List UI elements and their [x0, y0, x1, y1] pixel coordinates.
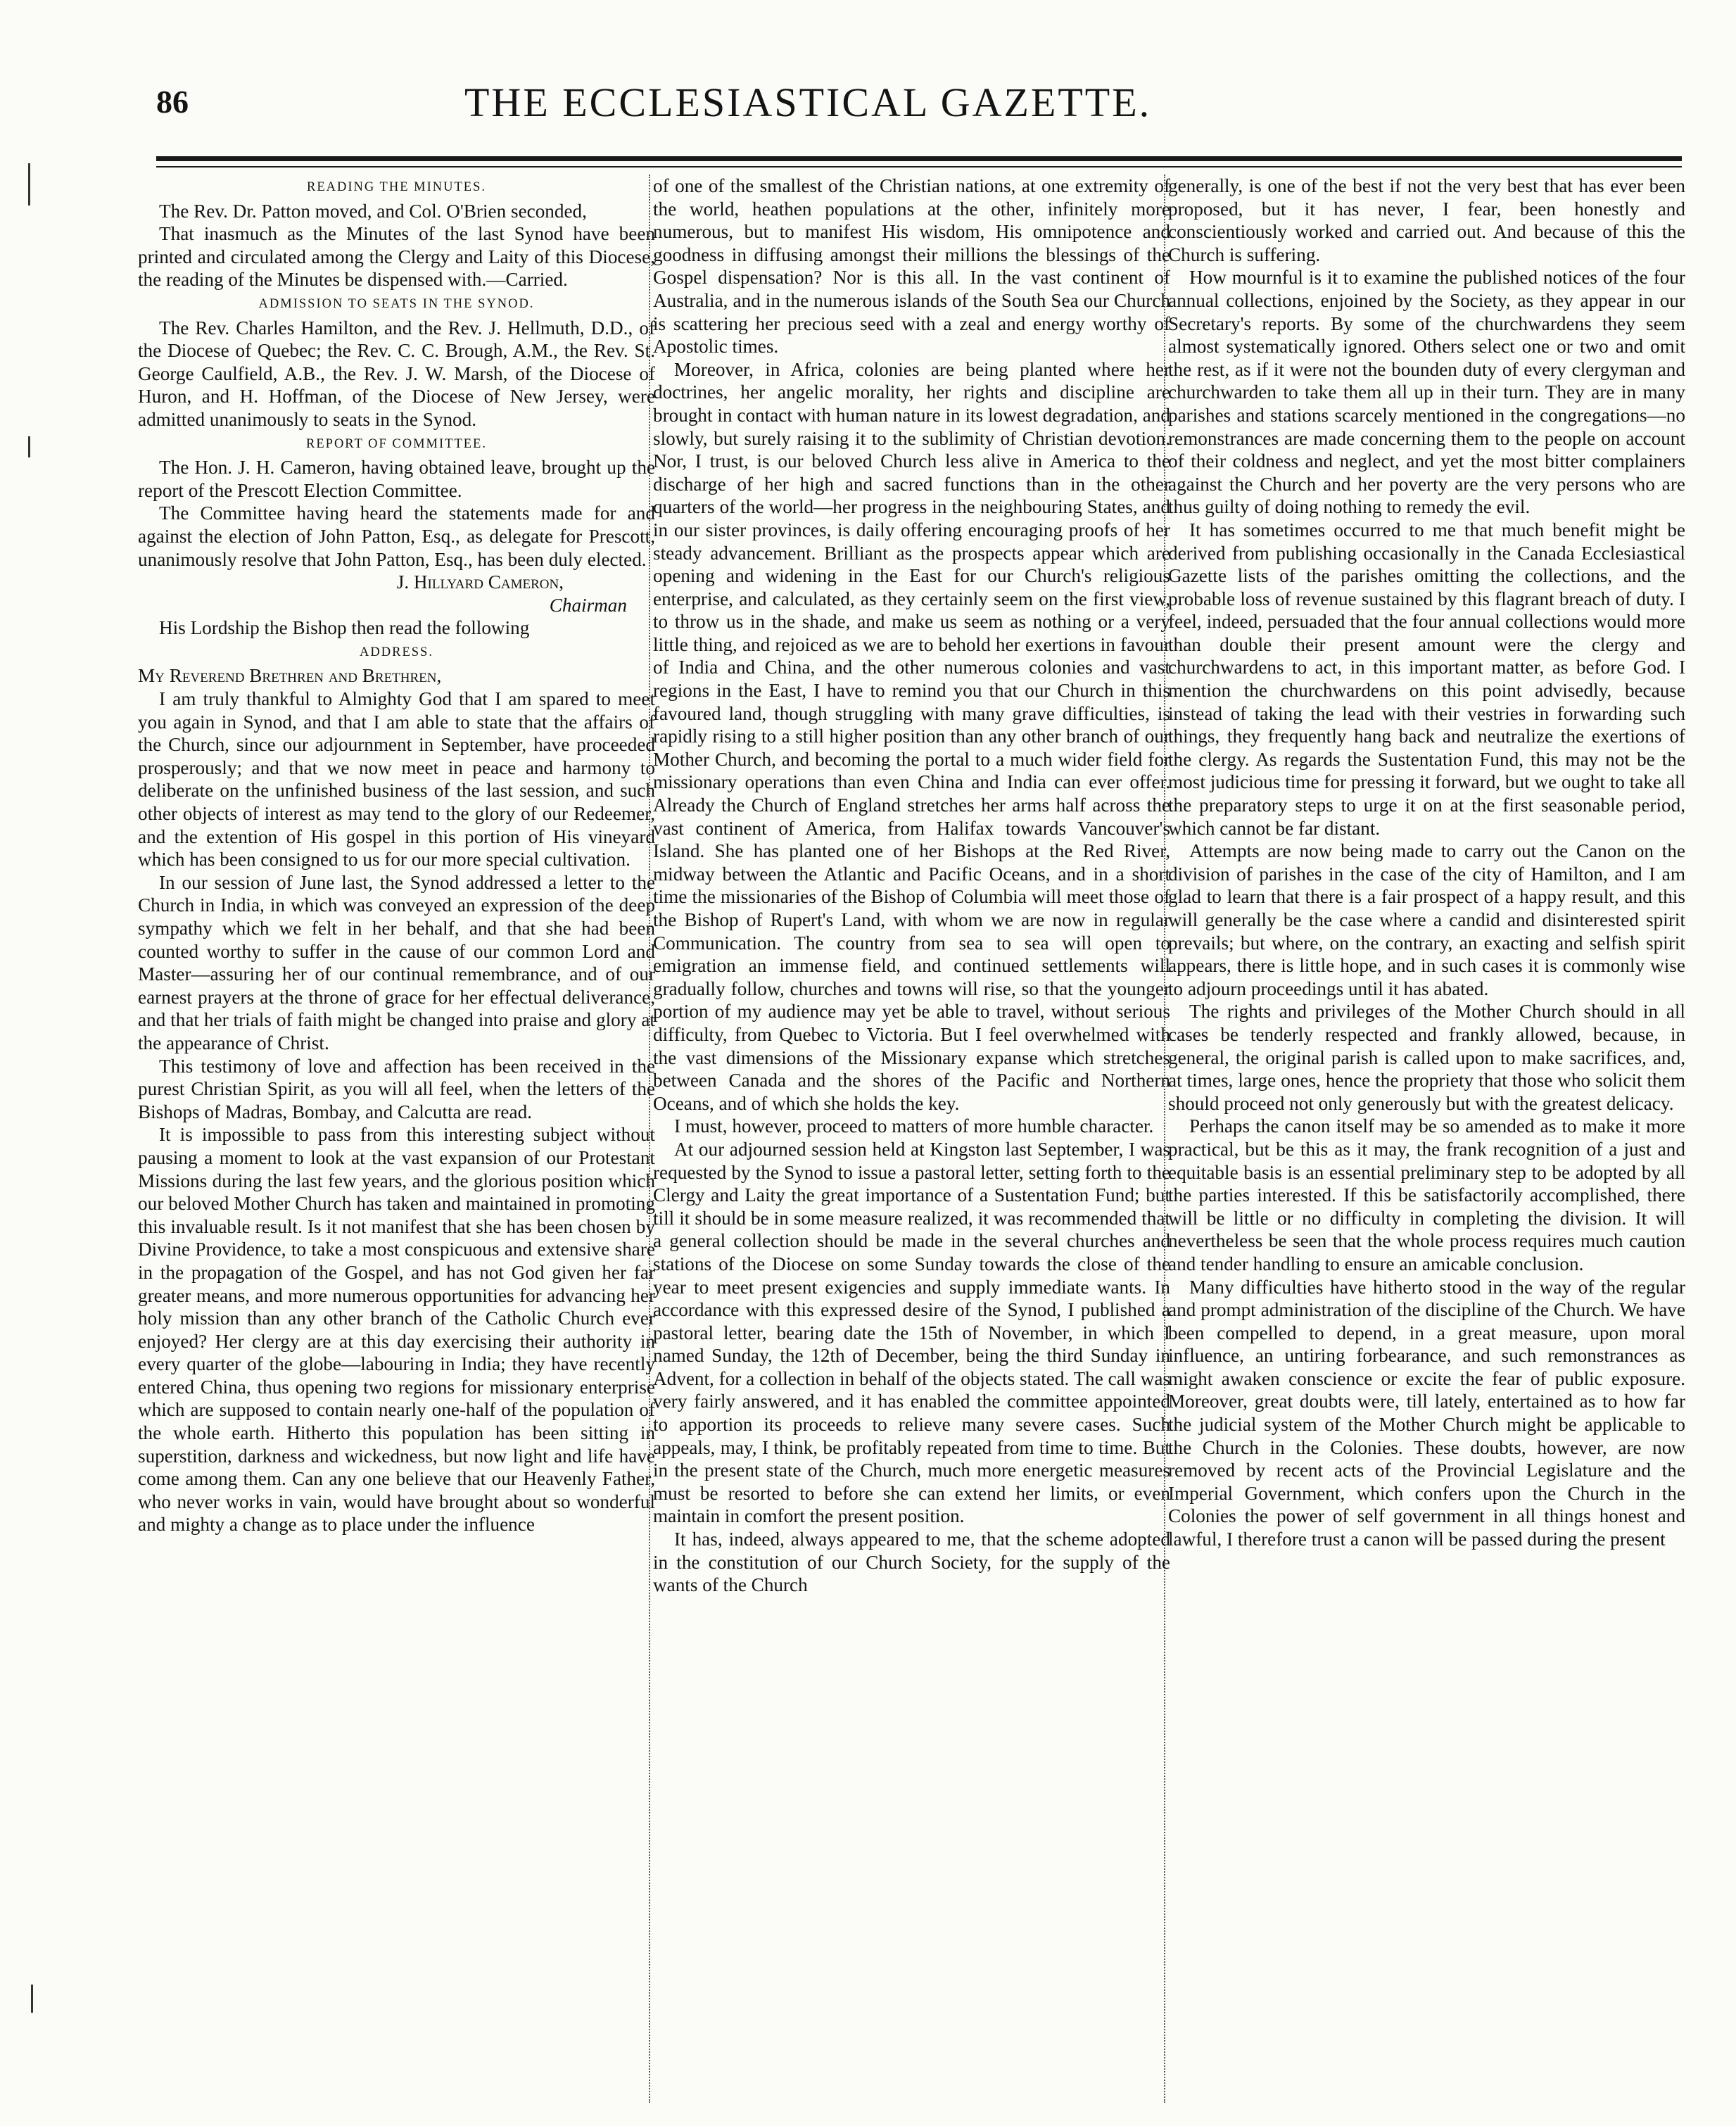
paragraph: Moreover, in Africa, colonies are being planted where her doctrines, her angelic morality, her rights and discipline are brought in contact with human nature in its lowest degradation, and slowly, but surely raising it to the sublimity of Christian devotion. Nor, I trust, is our beloved Church less alive in America to the discharge of her high and sacred functions than in the other quarters of the world—her progress in the neighbouring States, and in our sister provinces, is daily offering encouraging proofs of her steady advancement. Brilliant as the prospects appear which are opening and widening in the East for our Church's religious enterprise, and calculated, as they certainly seem on the first view, to throw us in the shade, and make us seem as nothing or a very little thing, and rejoiced as we are to behold her exertions in favour of India and China, and the other numerous colonies and vast regions in the East, I have to remind you that our Church in this favoured land, though struggling with many grave difficulties, is rapidly rising to a still higher position than any other branch of our Mother Church, and becoming the portal to a much wider field for missionary operations than even China and India can ever offer. Already the Church of England stretches her arms half across the vast continent of America, from Halifax towards Vancouver's Island. She has planted one of her Bishops at the Red River, midway between the Atlantic and Pacific Oceans, and in a short time the missionaries of the Bishop of Columbia will meet those of the Bishop of Rupert's Land, with whom we are now in regular Communication. The country from sea to sea will open to emigration an immense field, and continued settlements will gradually follow, churches and towns will rise, so that the younger portion of my audience may yet be able to travel, without serious difficulty, from Quebec to Victoria. But I feel overwhelmed with the vast dimensions of the Missionary expanse which stretches between Canada and the shores of the Pacific and Northern Oceans, and of which she holds the key. [653, 358, 1170, 1114]
paragraph: How mournful is it to examine the published notices of the four annual collections, enjoined by the Society, as they appear in our Secretary's reports. By some of the churchwardens they seem almost systematically ignored. Others select one or two and omit the rest, as if it were not the bounden duty of every clergyman and churchwarden to take them all up in their turn. They are in many parishes and stations scarcely mentioned in the congregations—no remonstrances are made concerning them to the people on account of their coldness and neglect, and yet the most bitter complainers against the Church and her poverty are the very persons who are thus guilty of doing nothing to remedy the evil. [1168, 267, 1685, 518]
column-2 [653, 175, 1170, 2103]
heading-address: ADDRESS. [360, 645, 433, 659]
paragraph: I am truly thankful to Almighty God that I am spared to meet you again in Synod, and that I am able to state that the affairs of the Church, since our adjournment in September, have proceeded prosperously; and that we now meet in peace and harmony to deliberate on the unfinished business of the last session, and such other objects of interest as may tend to the glory of our Redeemer, and the extention of His gospel in this portion of His vineyard which has been consigned to us for our more special cultivation. [138, 688, 655, 871]
margin-mark-1 [28, 163, 30, 205]
masthead-rule-thin [156, 166, 1682, 167]
paragraph: The Hon. J. H. Cameron, having obtained leave, brought up the report of the Prescott Election Committee. [138, 457, 655, 501]
page-number: 86 [156, 84, 189, 120]
paragraph: generally, is one of the best if not the very best that has ever been proposed, but it has never, I fear, been honestly and conscientiously worked and carried out. And because of this the Church is suffering. [1168, 175, 1685, 265]
paragraph: This testimony of love and affection has been received in the purest Christian Spirit, as you will all feel, when the letters of the Bishops of Madras, Bombay, and Calcutta are read. [138, 1055, 655, 1122]
paragraph: His Lordship the Bishop then read the following [159, 617, 530, 639]
paragraph: of one of the smallest of the Christian nations, at one extremity of the world, heathen populations at the other, infinitely more numerous, but to manifest His wisdom, His omnipotence and goodness in diffusing amongst their millions the blessings of the Gospel dispensation? Nor is this all. In the vast continent of Australia, and in the numerous islands of the South Sea our Church is scattering her precious seed with a zeal and energy worthy of Apostolic times. [653, 175, 1170, 358]
page-title: THE ECCLESIASTICAL GAZETTE. [464, 80, 1152, 125]
salutation: My Reverend Brethren and Brethren, [138, 665, 442, 687]
column-1 [138, 175, 655, 2103]
paragraph: Attempts are now being made to carry out the Canon on the division of parishes in the case of the city of Hamilton, and I am glad to learn that there is a fair prospect of a happy result, and this will generally be the case where a candid and disinterested spirit prevails; but where, on the contrary, an exacting and selfish spirit appears, there is little hope, and in such cases it is commonly wise to adjourn proceedings until it has abated. [1168, 840, 1685, 999]
paragraph: The Rev. Dr. Patton moved, and Col. O'Brien seconded, [159, 200, 587, 222]
paragraph: It is impossible to pass from this interesting subject without pausing a moment to look at the vast expansion of our Protestant Missions during the last few years, and the glorious position which our beloved Mother Church has taken and maintained in promoting this invaluable result. Is it not manifest that she has been chosen by Divine Providence, to take a most conspicuous and extensive share in the propagation of the Gospel, and has not God given her far greater means, and more numerous opportunities for advancing her holy mission than any other branch of the Catholic Church ever enjoyed? Her clergy are at this day exercising their authority in every quarter of the globe—labouring in India; they have recently entered China, thus opening two regions for missionary enterprise which are supposed to contain nearly one-half of the population of the whole earth. Hitherto this population has been sitting in superstition, darkness and wickedness, but now light and life have come among them. Can any one believe that our Heavenly Father, who never works in vain, would have brought about so wonderful and mighty a change as to place under the influence [138, 1124, 655, 1536]
paragraph: The Committee having heard the statements made for and against the election of John Patton, Esq., as delegate for Prescott, unanimously resolve that John Patton, Esq., has been duly elected. [138, 502, 655, 570]
paragraph: I must, however, proceed to matters of more humble character. [674, 1115, 1154, 1137]
paragraph: Perhaps the canon itself may be so amended as to make it more practical, but be this as it may, the frank recognition of a just and equitable basis is an essential preliminary step to be adopted by all the parties interested. If this be satisfactorily accomplished, there will be little or no difficulty in completing the division. It will nevertheless be seen that the whole process requires much caution and tender handling to ensure an amicable conclusion. [1168, 1115, 1685, 1274]
signature-title: Chairman [549, 594, 627, 616]
signature-name: J. Hillyard Cameron, [396, 571, 564, 593]
paragraph: It has sometimes occurred to me that much benefit might be derived from publishing occasionally in the Canada Ecclesiastical Gazette lists of the parishes omitting the collections, and the probable loss of revenue sustained by this flagrant breach of duty. I feel, indeed, persuaded that the four annual collections would more than double their present amount were the clergy and churchwardens to act, in this important matter, as before God. I mention the churchwardens on this point advisedly, because instead of taking the lead with their vestries in forwarding such things, they frequently hang back and neutralize the exertions of the clergy. As regards the Sustentation Fund, this may not be the most judicious time for pressing it forward, but we ought to take all the preparatory steps to urge it on at the first seasonable period, which cannot be far distant. [1168, 519, 1685, 839]
margin-mark-2 [28, 436, 30, 457]
heading-admission: ADMISSION TO SEATS IN THE SYNOD. [258, 296, 535, 311]
heading-reading-minutes: READING THE MINUTES. [307, 180, 486, 194]
heading-report: REPORT OF COMMITTEE. [306, 436, 487, 451]
paragraph: Many difficulties have hitherto stood in the way of the regular and prompt administration of the discipline of the Church. We have been compelled to depend, in a great measure, upon moral influence, an untiring forbearance, and such remonstrances as might awaken conscience or excite the fear of public exposure. Moreover, great doubts were, till lately, entertained as to how far the judicial system of the Mother Church might be applicable to the Church in the Colonies. These doubts, however, are now removed by recent acts of the Provincial Legislature and the Imperial Government, which confers upon the Church in the Colonies the power of self government in all things honest and lawful, I therefore trust a canon will be passed during the present [1168, 1276, 1685, 1550]
paragraph: That inasmuch as the Minutes of the last Synod have been printed and circulated among the Clergy and Laity of this Diocese, the reading of the Minutes be dispensed with.—Carried. [138, 223, 655, 291]
margin-mark-3 [31, 1985, 33, 2013]
paragraph: It has, indeed, always appeared to me, that the scheme adopted in the constitution of our Church Society, for the supply of the wants of the Church [653, 1529, 1170, 1596]
column-3 [1168, 175, 1685, 2103]
paragraph: The Rev. Charles Hamilton, and the Rev. J. Hellmuth, D.D., of the Diocese of Quebec; the Rev. C. C. Brough, A.M., the Rev. St. George Caulfield, A.B., the Rev. J. W. Marsh, of the Diocese of Huron, and H. Hoffman, of the Diocese of New Jersey, were admitted unanimously to seats in the Synod. [138, 317, 655, 430]
paragraph: In our session of June last, the Synod addressed a letter to the Church in India, in which was conveyed an expression of the deep sympathy which we felt in her behalf, and that she had been counted worthy to suffer in the cause of our common Lord and Master—assuring her of our continual remembrance, and of our earnest prayers at the throne of grace for her effectual deliverance, and that her trials of faith might be changed into praise and glory at the appearance of Christ. [138, 871, 655, 1053]
paragraph: The rights and privileges of the Mother Church should in all cases be tenderly respected and frankly allowed, because, in general, the original parish is called upon to make sacrifices, and, at times, large ones, hence the propriety that those who solicit them should proceed not only generously but with the greatest delicacy. [1168, 1001, 1685, 1114]
masthead-rule-thick [156, 156, 1682, 161]
paragraph: At our adjourned session held at Kingston last September, I was requested by the Synod to issue a pastoral letter, setting forth to the Clergy and Laity the great importance of a Sustentation Fund; but till it should be in some measure realized, it was recommended that a general collection should be made in the several churches and stations of the Diocese on some Sunday towards the close of the year to meet present exigencies and supply immediate wants. In accordance with this expressed desire of the Synod, I published a pastoral letter, bearing date the 15th of November, in which I named Sunday, the 12th of December, being the third Sunday in Advent, for a collection in behalf of the objects stated. The call was very fairly answered, and it has enabled the committee appointed to apportion its proceeds to relieve many severe cases. Such appeals, may, I think, be profitably repeated from time to time. But in the present state of the Church, much more energetic measures must be resorted to before she can extend her limits, or even maintain in comfort the present position. [653, 1138, 1170, 1527]
